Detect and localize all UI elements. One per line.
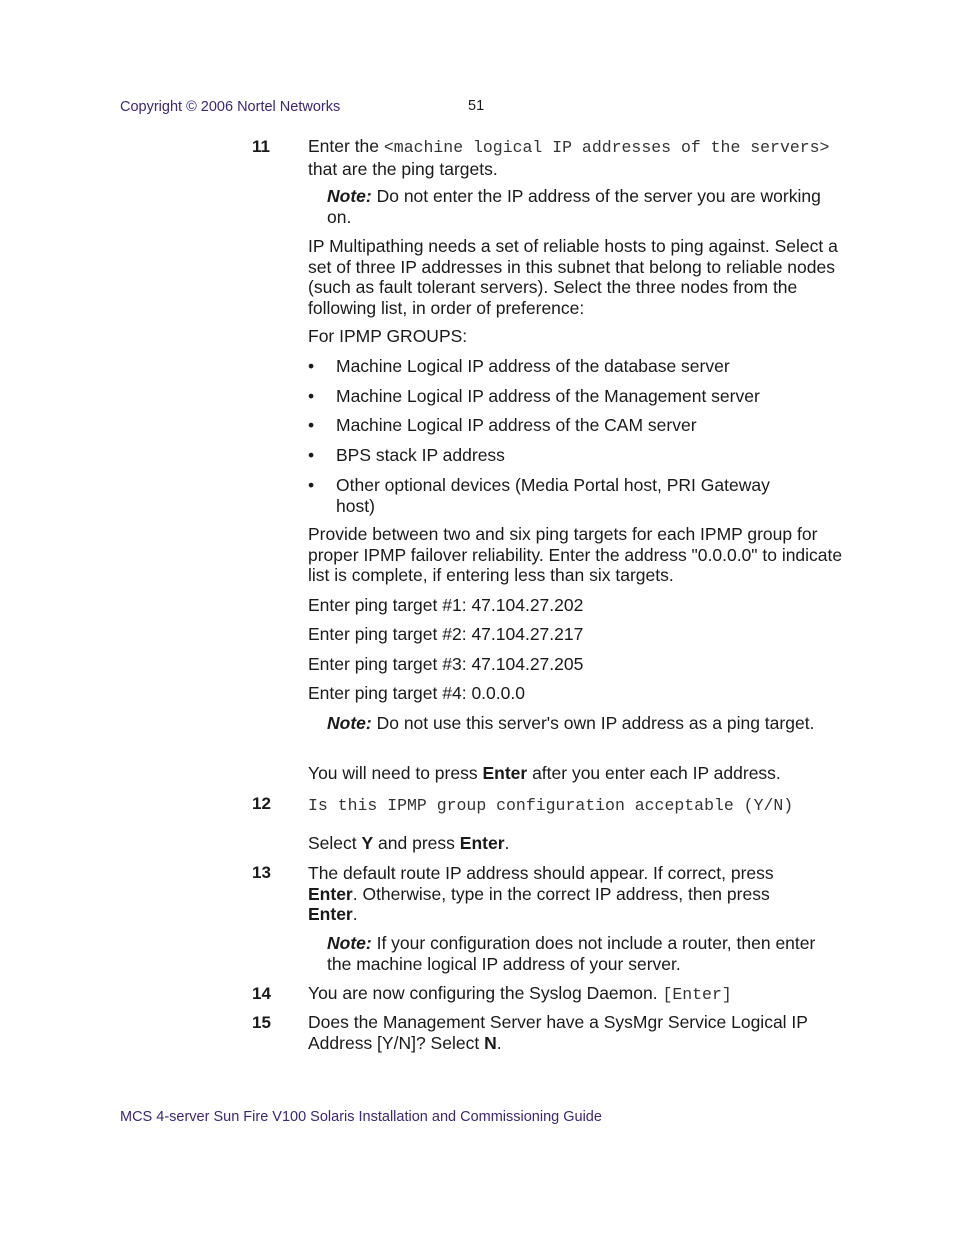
step-14-text <box>308 983 838 1006</box>
s15-text: Does the Management Server have a SysMgr Service Logical IP Address [Y/N]? Select <box>308 1012 808 1053</box>
step-11-intro-pre: Enter the <box>308 136 384 156</box>
bullet-marker: • <box>308 386 315 406</box>
note-label: Note: <box>327 933 372 953</box>
s13-t1: The default route IP address should appear. If correct, press <box>308 863 774 883</box>
step-11-intro <box>308 136 838 179</box>
press-post: after you enter each IP address. <box>527 763 781 783</box>
ping-target-1: Enter ping target #1: 47.104.27.202 <box>308 595 584 615</box>
note-label: Note: <box>327 186 372 206</box>
step-number-13: 13 <box>252 863 271 882</box>
step-11-paragraph-1: IP Multipathing needs a set of reliable hosts to ping against. Select a set of three IP addresses in this subnet that belong to reliable nodes (such as fault tolerant servers). Select the three nodes from the following list, in order of preference: <box>308 236 838 318</box>
bullet-marker: • <box>308 415 315 435</box>
bullet-marker: • <box>308 356 315 376</box>
note-label: Note: <box>327 713 372 733</box>
step-12-prompt-mono: Is this IPMP group configuration acceptable (Y/N) <box>308 796 794 815</box>
bullet-item: BPS stack IP address <box>336 445 505 465</box>
note-text: Do not enter the IP address of the server you are working on. <box>327 186 821 227</box>
step-11-intro-post: that are the ping targets. <box>308 158 498 179</box>
s13-b2: Enter <box>308 904 353 924</box>
sel-y: Y <box>361 833 374 853</box>
step-11-note-1 <box>327 186 827 227</box>
step-11-note-2 <box>327 713 827 734</box>
s15-post: . <box>496 1032 502 1053</box>
page-number: 51 <box>468 98 485 114</box>
step-number-15: 15 <box>252 1013 271 1032</box>
ping-target-2: Enter ping target #2: 47.104.27.217 <box>308 624 584 644</box>
step-number-11: 11 <box>252 137 270 156</box>
ping-target-3: Enter ping target #3: 47.104.27.205 <box>308 654 584 674</box>
sel-enter: Enter <box>459 833 505 853</box>
step-11-press-enter <box>308 763 838 784</box>
step-15-text <box>308 1012 838 1053</box>
s14-text: You are now configuring the Syslog Daemon. <box>308 983 663 1003</box>
bullet-item: Machine Logical IP address of the database server <box>336 356 730 376</box>
note-text: If your configuration does not include a router, then enter the machine logical IP address of your server. <box>327 933 816 974</box>
bullet-item: Machine Logical IP address of the CAM server <box>336 415 697 435</box>
step-number-14: 14 <box>252 984 271 1003</box>
bullet-item: Machine Logical IP address of the Management server <box>336 386 760 406</box>
note-text: Do not use this server's own IP address as a ping target. <box>371 713 815 733</box>
bullet-marker: • <box>308 475 315 495</box>
press-pre: You will need to press <box>308 763 483 783</box>
s15-bold: N <box>484 1032 497 1053</box>
s13-t3: . <box>352 904 358 924</box>
press-bold: Enter <box>482 763 528 783</box>
step-11-intro-mono: <machine logical IP addresses of the servers> <box>383 138 830 157</box>
step-number-12: 12 <box>252 794 271 813</box>
step-11-paragraph-2: Provide between two and six ping targets for each IPMP group for proper IPMP failover reliability. Enter the address "0.0.0.0" to indicate list is complete, if entering less than six targets. <box>308 524 843 585</box>
step-12-prompt <box>308 794 838 817</box>
step-12-select <box>308 833 838 854</box>
sel-pre: Select <box>308 833 362 853</box>
s13-t2: . Otherwise, type in the correct IP address, then press <box>352 883 770 904</box>
bullet-marker: • <box>308 445 315 465</box>
bullet-item: Other optional devices (Media Portal host, PRI Gateway host) <box>336 475 770 516</box>
step-13-note <box>327 933 817 974</box>
footer-title: MCS 4-server Sun Fire V100 Solaris Installation and Commissioning Guide <box>120 1109 602 1125</box>
step-11-groups-label: For IPMP GROUPS: <box>308 326 468 346</box>
sel-post: . <box>504 833 510 853</box>
step-13-text <box>308 863 818 925</box>
ping-target-4: Enter ping target #4: 0.0.0.0 <box>308 683 525 703</box>
s13-b1: Enter <box>308 883 353 904</box>
sel-mid: and press <box>373 833 460 853</box>
s14-mono: [Enter] <box>662 985 732 1004</box>
header-copyright: Copyright © 2006 Nortel Networks <box>120 99 341 115</box>
